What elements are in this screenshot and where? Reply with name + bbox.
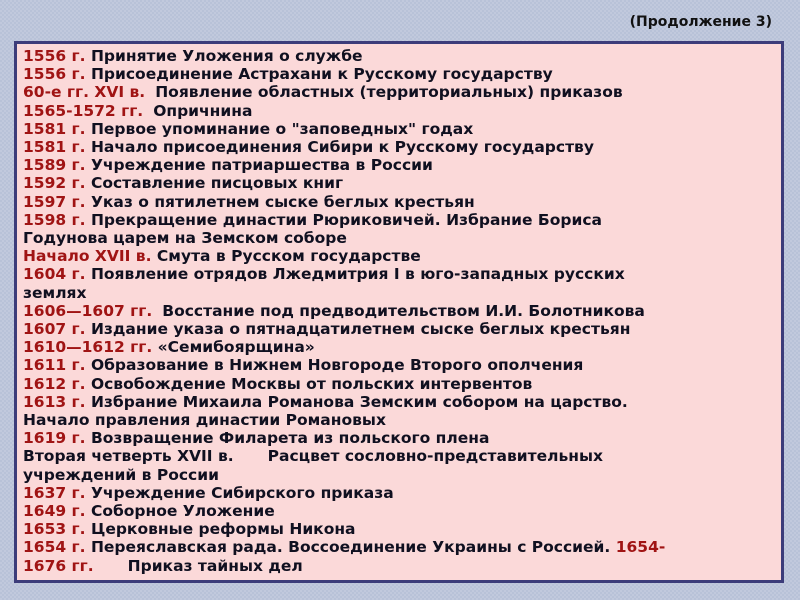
entry-text: Учреждение патриаршества в России xyxy=(90,156,433,175)
chronology-line xyxy=(23,211,775,229)
chronology-line xyxy=(23,174,775,192)
entry-text: Соборное Уложение xyxy=(90,502,275,521)
chronology-line xyxy=(23,284,775,302)
entry-text: Образование в Нижнем Новгороде Второго ополчения xyxy=(90,356,584,375)
entry-date: 1589 г. xyxy=(23,156,86,175)
entry-text: Издание указа о пятнадцатилетнем сыске беглых крестьян xyxy=(90,320,631,339)
entry-text: Прекращение династии Рюриковичей. Избрание Бориса xyxy=(90,210,602,229)
entry-date: 1649 г. xyxy=(23,502,86,521)
entry-date: 1581 г. xyxy=(23,119,86,138)
chronology-line xyxy=(23,538,775,556)
entry-text: Появление отрядов Лжедмитрия I в юго-западных русских xyxy=(90,265,625,284)
entry-date: 1607 г. xyxy=(23,320,86,339)
chronology-line xyxy=(23,265,775,283)
chronology-line xyxy=(23,193,775,211)
entry-date: Вторая четверть XVII в. xyxy=(23,447,234,466)
entry-date: 1598 г. xyxy=(23,210,86,229)
entry-date: 1592 г. xyxy=(23,174,86,193)
entry-text: Избрание Михаила Романова Земским собором на царство. xyxy=(90,392,628,411)
chronology-panel xyxy=(14,41,784,583)
entry-text: Освобождение Москвы от польских интервентов xyxy=(90,374,533,393)
entry-date: 1565-1572 гг. xyxy=(23,101,144,120)
entry-date: 1606—1607 гг. xyxy=(23,301,153,320)
entry-date: 1612 г. xyxy=(23,374,86,393)
chronology-line xyxy=(23,320,775,338)
entry-text: Смута в Русском государстве xyxy=(156,247,421,266)
entry-date: 1619 г. xyxy=(23,429,86,448)
entry-text: Присоединение Астрахани к Русскому государству xyxy=(90,65,553,84)
chronology-line xyxy=(23,411,775,429)
entry-text: Начало присоединения Сибири к Русскому государству xyxy=(90,138,594,157)
entry-date: 1581 г. xyxy=(23,138,86,157)
chronology-line xyxy=(23,429,775,447)
continuation-label: (Продолжение 3) xyxy=(629,14,772,30)
entry-text: Расцвет сословно-представительных xyxy=(267,447,604,466)
entry-date: 1611 г. xyxy=(23,356,86,375)
chronology-line xyxy=(23,47,775,65)
entry-text: Указ о пятилетнем сыске беглых крестьян xyxy=(90,192,475,211)
chronology-line xyxy=(23,65,775,83)
chronology-line xyxy=(23,156,775,174)
chronology-line xyxy=(23,138,775,156)
chronology-line xyxy=(23,393,775,411)
entry-text: «Семибоярщина» xyxy=(157,338,315,357)
chronology-line xyxy=(23,338,775,356)
entry-text-continued: Начало правления династии Романовых xyxy=(23,411,386,430)
entry-date: 1613 г. xyxy=(23,392,86,411)
entry-date-continued: 1676 гг. xyxy=(23,556,94,575)
entry-date: 1653 г. xyxy=(23,520,86,539)
chronology-line xyxy=(23,466,775,484)
chronology-line xyxy=(23,375,775,393)
entry-date: 1637 г. xyxy=(23,483,86,502)
entry-text: Переяславская рада. Воссоединение Украины с Россией. xyxy=(90,538,611,557)
entry-text: Принятие Уложения о службе xyxy=(90,47,363,65)
entry-date: Начало XVII в. xyxy=(23,247,152,266)
chronology-line xyxy=(23,120,775,138)
entry-text: Восстание под предводительством И.И. Болотникова xyxy=(162,301,645,320)
chronology-line xyxy=(23,557,775,575)
entry-date: 1556 г. xyxy=(23,47,86,65)
chronology-line xyxy=(23,247,775,265)
entry-text-continued: землях xyxy=(23,283,87,302)
chronology-line xyxy=(23,102,775,120)
chronology-line xyxy=(23,302,775,320)
chronology-line xyxy=(23,520,775,538)
entry-date: 1597 г. xyxy=(23,192,86,211)
entry-text: Возвращение Филарета из польского плена xyxy=(90,429,490,448)
entry-text-continued: Годунова царем на Земском соборе xyxy=(23,229,347,248)
chronology-line xyxy=(23,502,775,520)
entry-date: 1654 г. xyxy=(23,538,86,557)
entry-text: Составление писцовых книг xyxy=(90,174,344,193)
entry-text: Первое упоминание о "заповедных" годах xyxy=(90,119,474,138)
chronology-line xyxy=(23,484,775,502)
entry-text: Учреждение Сибирского приказа xyxy=(90,483,394,502)
chronology-line xyxy=(23,356,775,374)
entry-text-continued: учреждений в России xyxy=(23,465,219,484)
entry-date: 1556 г. xyxy=(23,65,86,84)
entry-text: Опричнина xyxy=(153,101,253,120)
entry-text: Появление областных (территориальных) приказов xyxy=(155,83,623,102)
entry-date: 1604 г. xyxy=(23,265,86,284)
chronology-line xyxy=(23,83,775,101)
chronology-line xyxy=(23,229,775,247)
entry-text: Церковные реформы Никона xyxy=(90,520,356,539)
entry-text-continued: Приказ тайных дел xyxy=(127,556,303,575)
entry-date: 60-е гг. XVI в. xyxy=(23,83,146,102)
entry-date: 1610—1612 гг. xyxy=(23,338,153,357)
chronology-line xyxy=(23,447,775,465)
entry-date-second: 1654- xyxy=(615,538,666,557)
